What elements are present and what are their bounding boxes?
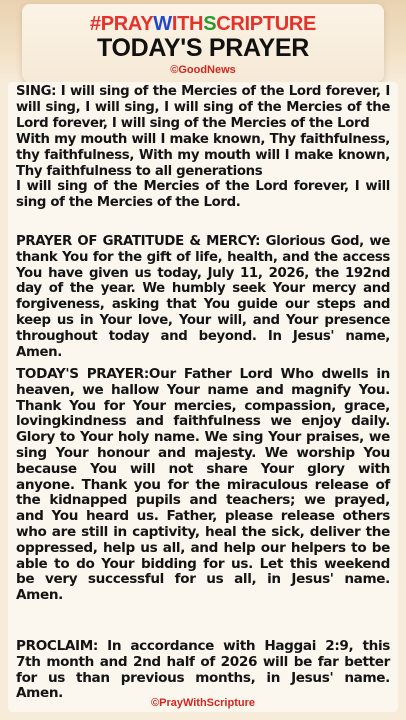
hashtag-part: # — [89, 13, 101, 35]
hashtag-part: PRAY — [100, 13, 154, 35]
footer-credit: ©PrayWithScripture — [151, 697, 255, 709]
header-credit: ©GoodNews — [170, 64, 236, 76]
todays-prayer-section — [16, 367, 390, 604]
sing-section — [16, 84, 390, 211]
sing-text: SING: I will sing of the Mercies of the Lord forever, I will sing, I will sing, I will sing of the Mercies of the Lord forever, I will sing of the Mercies of the Lord With my mouth will I make known, Thy faithfulness, thy faithfulness, With my mouth will I make known, Thy faithfulness to all generations I will sing of the Mercies of the Lord forever, I will sing of the Mercies of the Lord. — [16, 84, 390, 211]
hashtag-part: CRIPTURE — [216, 13, 317, 35]
todays-prayer-text: TODAY'S PRAYER:Our Father Lord Who dwells in heaven, we hallow Your name and magnify You. Thank You for Your mercies, compassion, grace, lovingkindness and faithfulness we enjoy daily. Glory to Your holy name. We sing Your praises, we sing Your honour and majesty. We worship You because You will not share Your glory with anyone. Thank you for the miraculous release of the kidnapped pupils and teachers; we prayed, and You heard us. Father, please release others who are still in captivity, heal the sick, deliver the oppressed, help us all, and help our helpers to be able to do Your bidding for us. Let this weekend be very successful for us all, in Jesus' name. Amen. — [16, 366, 390, 604]
hashtag-part: ITH — [171, 13, 204, 35]
gratitude-section — [16, 234, 390, 360]
page-title: TODAY'S PRAYER — [96, 34, 309, 62]
hashtag-part: S — [203, 13, 217, 35]
proclaim-section — [16, 639, 390, 702]
gratitude-text: PRAYER OF GRATITUDE & MERCY: Glorious God, we thank You for the gift of life, health, and the access You have given us today, July 11, 2026, the 192nd day of the year. We humbly seek Your mercy and forgiveness, asking that You guide our steps and keep us in Your love, Your will, and Your presence throughout today and beyond. In Jesus' name, Amen. — [16, 234, 390, 360]
hashtag-part: W — [153, 13, 172, 35]
proclaim-text: PROCLAIM: In accordance with Haggai 2:9, this 7th month and 2nd half of 2026 will be far better for us than previous months, in Jesus' name. Amen. — [16, 638, 390, 702]
hashtag-title — [0, 12, 406, 36]
